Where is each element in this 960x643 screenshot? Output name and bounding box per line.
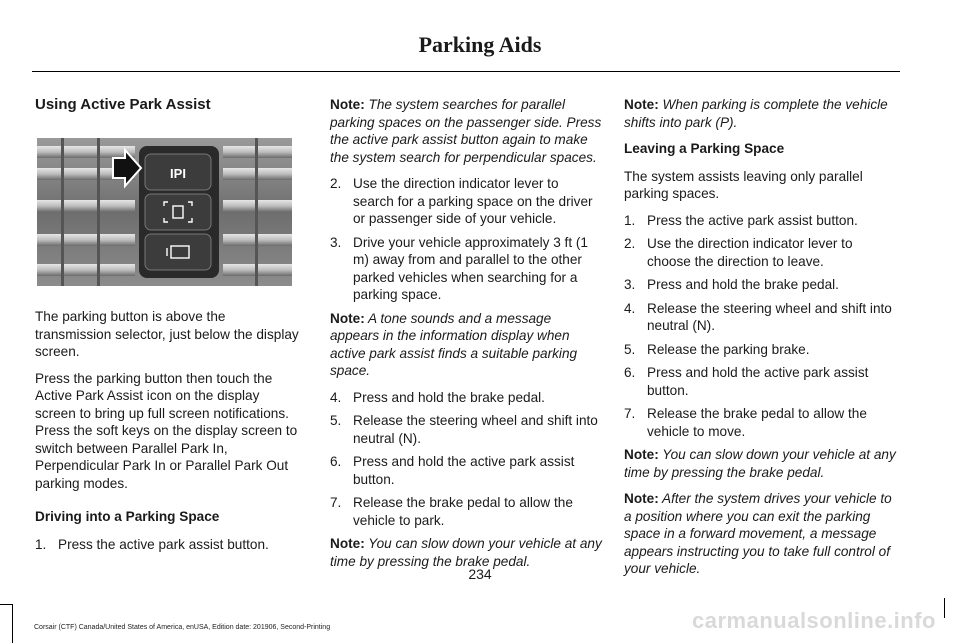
note: Note: You can slow down your vehicle at any time by pressing the brake pedal. xyxy=(624,447,896,480)
subheading: Leaving a Parking Space xyxy=(624,141,785,156)
list-item: 1. Press the active park assist button. xyxy=(35,536,269,552)
list-item: 6. Press and hold the active park assist button. xyxy=(624,365,869,398)
note: Note: You can slow down your vehicle at any time by pressing the brake pedal. xyxy=(330,536,602,569)
note: Note: A tone sounds and a message appears in the information display when active park assist finds a suitable parking space. xyxy=(330,310,578,378)
list-item: 5. Release the parking brake. xyxy=(624,341,810,357)
section-title: Using Active Park Assist xyxy=(35,96,211,113)
column-3 xyxy=(624,96,896,587)
steps-list xyxy=(624,212,896,441)
note: Note: After the system drives your vehicle to a position where you can exit the parking space in a forward movement, a message appears instructing you to take full control of your vehicle. xyxy=(624,491,892,576)
subheading: Driving into a Parking Space xyxy=(35,509,220,524)
list-item: 3. Press and hold the brake pedal. xyxy=(624,277,839,292)
steps-list xyxy=(35,536,303,554)
list-item: 2. Use the direction indicator lever to choose the direction to leave. xyxy=(624,236,853,269)
page-header-title: Parking Aids xyxy=(418,32,542,57)
edition-footer: Corsair (CTF) Canada/United States of America, enUSA, Edition date: 201906, Second-Printing xyxy=(34,624,331,631)
park-button-label: IPI xyxy=(170,165,186,181)
column-1 xyxy=(35,96,303,559)
crop-mark xyxy=(0,604,12,605)
crop-mark xyxy=(12,604,13,643)
watermark: carmanualsonline.info xyxy=(692,608,936,633)
column-2 xyxy=(330,96,602,579)
list-item: 4. Press and hold the brake pedal. xyxy=(330,389,545,405)
park-assist-button-illustration xyxy=(37,138,292,286)
paragraph: Press the parking button then touch the Active Park Assist icon on the display screen to bring up full screen notifications. Press the soft keys on the display screen to switch between Parallel Park In, Perpendicular Park In or Parallel Park Out parking modes. xyxy=(35,370,298,491)
list-item: 7. Release the brake pedal to allow the vehicle to move. xyxy=(624,406,867,439)
crop-mark xyxy=(944,598,945,618)
list-item: 3. Drive your vehicle approximately 3 ft (1 m) away from and parallel to the other parked vehicles when searching for a parking space. xyxy=(330,234,588,302)
paragraph: The parking button is above the transmission selector, just below the display screen. xyxy=(35,309,299,359)
steps-list xyxy=(330,175,602,304)
header-rule xyxy=(32,71,900,72)
paragraph: The system assists leaving only parallel parking spaces. xyxy=(624,168,863,201)
list-item: 2. Use the direction indicator lever to search for a parking space on the driver or passenger side of your vehicle. xyxy=(330,176,593,226)
note: Note: The system searches for parallel parking spaces on the passenger side. Press the active park assist button again to make the system search for perpendicular spaces. xyxy=(330,97,602,165)
list-item: 6. Press and hold the active park assist button. xyxy=(330,454,575,487)
steps-list xyxy=(330,389,602,530)
page-number: 234 xyxy=(468,566,492,582)
list-item: 7. Release the brake pedal to allow the vehicle to park. xyxy=(330,495,573,528)
note: Note: When parking is complete the vehicle shifts into park (P). xyxy=(624,97,888,130)
list-item: 4. Release the steering wheel and shift into neutral (N). xyxy=(624,300,892,333)
list-item: 5. Release the steering wheel and shift into neutral (N). xyxy=(330,413,598,446)
list-item: 1. Press the active park assist button. xyxy=(624,212,858,228)
